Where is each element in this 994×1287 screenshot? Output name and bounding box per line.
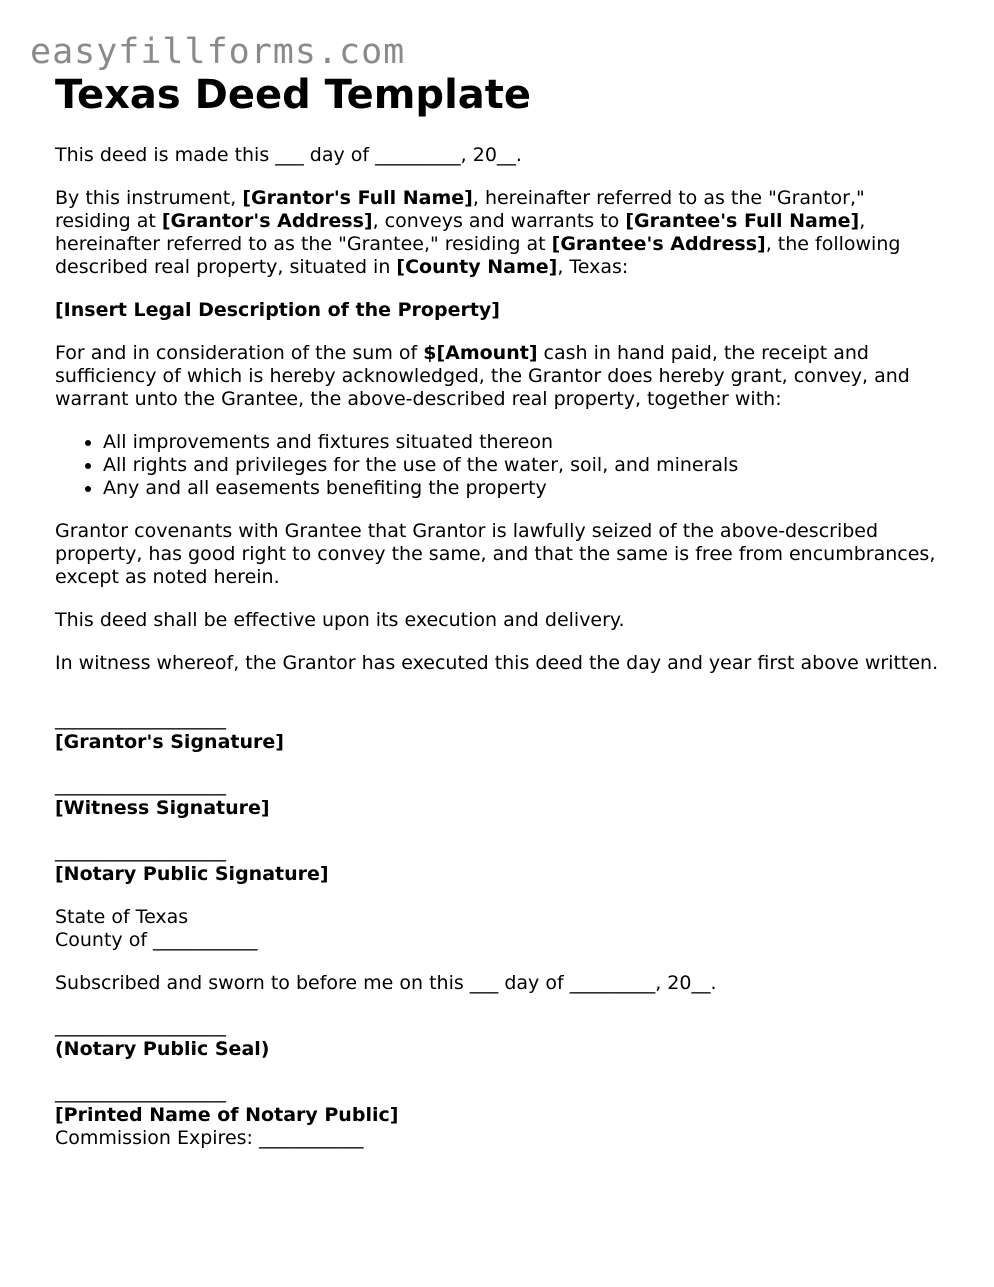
signature-line: __________________ (55, 708, 226, 730)
instrument-text-3: , conveys and warrants to (372, 210, 626, 232)
grantor-signature-label: [Grantor's Signature] (55, 731, 284, 753)
notary-signature-label: [Notary Public Signature] (55, 863, 329, 885)
witness-clause: In witness whereof, the Grantor has executed this deed the day and year first above written. (55, 652, 939, 674)
notary-seal-block (55, 1015, 940, 1061)
notary-seal-label: (Notary Public Seal) (55, 1038, 270, 1060)
signature-line: __________________ (55, 774, 226, 796)
consideration-text-2: cash in hand paid, the receipt and sufficiency of which is hereby acknowledged, the Grantor does hereby grant, convey, and warrant unto the Grantee, the above-described real property, together with: (55, 342, 910, 410)
witness-signature-block (55, 774, 940, 820)
list-item: • Any and all easements benefiting the property (103, 477, 940, 500)
legal-description-placeholder (55, 299, 940, 322)
instrument-text-6: , Texas: (557, 256, 629, 278)
inclusions-list (55, 431, 940, 500)
watermark-text: easyfillforms.com (30, 32, 406, 72)
signature-line: __________________ (55, 1015, 226, 1037)
instrument-text-5: , the following described real property, situated in (55, 233, 901, 278)
county-name-placeholder: [County Name] (396, 256, 558, 278)
commission-expires-line: Commission Expires: ___________ (55, 1127, 364, 1149)
legal-description-text: [Insert Legal Description of the Property] (55, 299, 500, 321)
witness-signature-label: [Witness Signature] (55, 797, 270, 819)
grantor-signature-block (55, 708, 940, 754)
instrument-paragraph (55, 187, 940, 279)
instrument-text-4: , hereinafter referred to as the "Grantee," residing at (55, 210, 866, 255)
state-line: State of Texas (55, 906, 189, 928)
consideration-paragraph (55, 342, 940, 411)
document-title: Texas Deed Template (55, 72, 532, 118)
effective-paragraph: This deed shall be effective upon its execution and delivery. (55, 609, 625, 631)
signature-line: __________________ (55, 840, 226, 862)
printed-name-block (55, 1081, 940, 1150)
venue-block (55, 906, 940, 952)
covenant-paragraph: Grantor covenants with Grantee that Grantor is lawfully seized of the above-described property, has good right to convey the same, and that the same is free from encumbrances, except as noted herein. (55, 520, 936, 588)
amount-placeholder: $[Amount] (423, 342, 538, 364)
notary-signature-block (55, 840, 940, 886)
grantee-name-placeholder: [Grantee's Full Name] (625, 210, 860, 232)
grantor-address-placeholder: [Grantor's Address] (161, 210, 373, 232)
date-line: This deed is made this ___ day of _________, 20__. (55, 144, 522, 166)
consideration-text-1: For and in consideration of the sum of (55, 342, 424, 364)
county-line: County of ___________ (55, 929, 258, 951)
signature-line: __________________ (55, 1081, 226, 1103)
sworn-line: Subscribed and sworn to before me on this ___ day of _________, 20__. (55, 972, 717, 994)
grantor-name-placeholder: [Grantor's Full Name] (242, 187, 473, 209)
instrument-text-1: By this instrument, (55, 187, 243, 209)
list-item: • All rights and privileges for the use of the water, soil, and minerals (103, 454, 940, 477)
printed-name-label: [Printed Name of Notary Public] (55, 1104, 399, 1126)
list-item: • All improvements and fixtures situated thereon (103, 431, 940, 454)
grantee-address-placeholder: [Grantee's Address] (551, 233, 766, 255)
instrument-text-2: , hereinafter referred to as the "Grantor," residing at (55, 187, 865, 232)
document-body (55, 70, 940, 1150)
